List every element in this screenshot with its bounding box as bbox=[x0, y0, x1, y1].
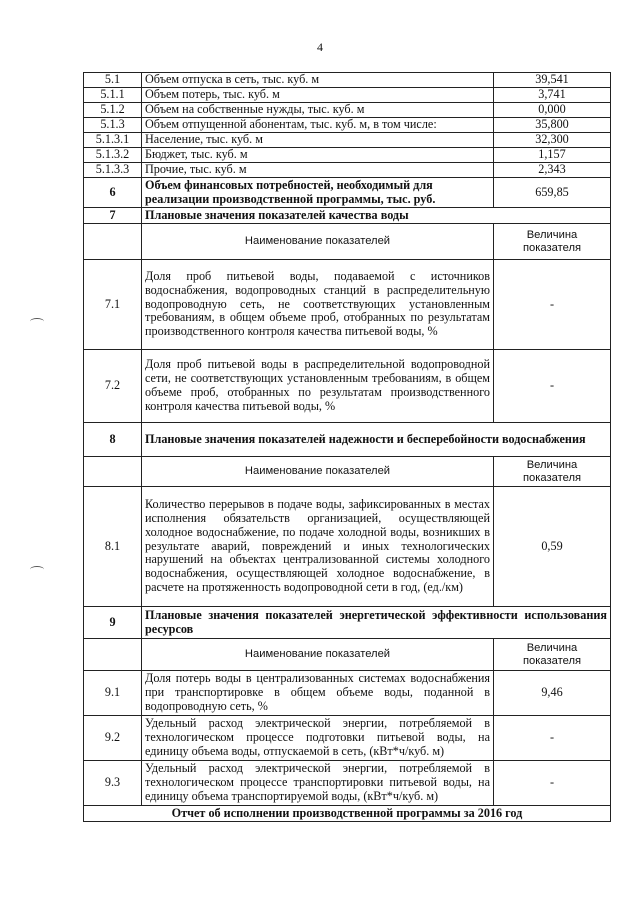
row-value: 0,000 bbox=[494, 103, 611, 118]
column-header-name: Наименование показателей bbox=[142, 224, 494, 260]
section-title: Плановые значения показателей надежности и бесперебойности водоснабжения bbox=[142, 423, 611, 457]
row-value: - bbox=[494, 761, 611, 806]
table-row bbox=[84, 178, 611, 208]
table-row bbox=[84, 163, 611, 178]
table-row bbox=[84, 118, 611, 133]
table-row bbox=[84, 761, 611, 806]
row-number: 9.3 bbox=[84, 761, 142, 806]
page-number: 4 bbox=[317, 40, 323, 54]
row-number: 5.1.3.2 bbox=[84, 148, 142, 163]
row-value: 1,157 bbox=[494, 148, 611, 163]
row-value: 2,343 bbox=[494, 163, 611, 178]
row-number: 5.1.2 bbox=[84, 103, 142, 118]
row-name: Объем потерь, тыс. куб. м bbox=[142, 88, 494, 103]
table-row bbox=[84, 73, 611, 88]
row-name: Прочие, тыс. куб. м bbox=[142, 163, 494, 178]
row-value: - bbox=[494, 716, 611, 761]
column-header-name: Наименование показателей bbox=[142, 457, 494, 487]
row-number: 6 bbox=[84, 178, 142, 208]
row-name: Доля проб питьевой воды, подаваемой с источников водоснабжения, водопроводных станций в распределительную водопроводную сеть, не соответствующих установленным требованиям, в общем объеме проб, отобранных по результатам производственного контроля качества питьевой воды, % bbox=[142, 260, 494, 350]
section-number: 8 bbox=[84, 423, 142, 457]
row-value: 9,46 bbox=[494, 671, 611, 716]
row-number: 8.1 bbox=[84, 487, 142, 607]
column-header-value: Величина показателя bbox=[494, 457, 611, 487]
row-name: Объем на собственные нужды, тыс. куб. м bbox=[142, 103, 494, 118]
section-header-row bbox=[84, 607, 611, 639]
row-name: Бюджет, тыс. куб. м bbox=[142, 148, 494, 163]
row-value: - bbox=[494, 350, 611, 423]
row-number: 5.1.3.1 bbox=[84, 133, 142, 148]
table-row bbox=[84, 103, 611, 118]
scan-mark bbox=[30, 318, 44, 325]
column-header-value: Величина показателя bbox=[494, 224, 611, 260]
table-row bbox=[84, 671, 611, 716]
report-title: Отчет об исполнении производственной программы за 2016 год bbox=[84, 806, 611, 822]
section-header-row bbox=[84, 423, 611, 457]
row-number: 5.1.3.3 bbox=[84, 163, 142, 178]
table-row bbox=[84, 487, 611, 607]
row-number: 5.1 bbox=[84, 73, 142, 88]
table-row bbox=[84, 88, 611, 103]
row-value: 659,85 bbox=[494, 178, 611, 208]
table-row bbox=[84, 133, 611, 148]
scan-mark bbox=[30, 566, 44, 573]
footer-row bbox=[84, 806, 611, 822]
row-name: Доля проб питьевой воды в распределительной водопроводной сети, не соответствующих установленным требованиям, в общем объеме проб, отобранных по результатам производственного контроля качества питьевой воды, % bbox=[142, 350, 494, 423]
table-row bbox=[84, 716, 611, 761]
column-header-row bbox=[84, 639, 611, 671]
section-title: Плановые значения показателей качества воды bbox=[142, 208, 611, 224]
row-name: Объем отпуска в сеть, тыс. куб. м bbox=[142, 73, 494, 88]
row-value: 3,741 bbox=[494, 88, 611, 103]
row-name: Объем финансовых потребностей, необходимый для реализации производственной программы, тыс. руб. bbox=[142, 178, 494, 208]
table-row bbox=[84, 260, 611, 350]
row-number: 9.1 bbox=[84, 671, 142, 716]
row-number: 9.2 bbox=[84, 716, 142, 761]
column-header-row bbox=[84, 457, 611, 487]
row-number: 7.2 bbox=[84, 350, 142, 423]
row-name: Удельный расход электрической энергии, потребляемой в технологическом процессе транспортировки питьевой воды, на единицу объема транспортируемой воды, (кВт*ч/куб. м) bbox=[142, 761, 494, 806]
column-header-name: Наименование показателей bbox=[142, 639, 494, 671]
section-number: 9 bbox=[84, 607, 142, 639]
column-header-value: Величина показателя bbox=[494, 639, 611, 671]
row-name: Количество перерывов в подаче воды, зафиксированных в местах исполнения обязательств организацией, осуществляющей холодное водоснабжение, по подаче холодной воды, возникших в результате аварий, повреждений и иных технологических нарушений на объектах централизованной системы холодного водоснабжения, осуществляющей холодное водоснабжение, в расчете на протяженность водопроводной сети в год, (ед./км) bbox=[142, 487, 494, 607]
program-table bbox=[83, 72, 611, 822]
section-number: 7 bbox=[84, 208, 142, 224]
row-value: 0,59 bbox=[494, 487, 611, 607]
row-number: 7.1 bbox=[84, 260, 142, 350]
row-value: 39,541 bbox=[494, 73, 611, 88]
row-value: 35,800 bbox=[494, 118, 611, 133]
section-title: Плановые значения показателей энергетической эффективности использования ресурсов bbox=[142, 607, 611, 639]
row-number: 5.1.1 bbox=[84, 88, 142, 103]
row-name: Население, тыс. куб. м bbox=[142, 133, 494, 148]
row-name: Удельный расход электрической энергии, потребляемой в технологическом процессе подготовки питьевой воды, на единицу объема воды, отпускаемой в сеть, (кВт*ч/куб. м) bbox=[142, 716, 494, 761]
row-number: 5.1.3 bbox=[84, 118, 142, 133]
table-row bbox=[84, 148, 611, 163]
column-header-row bbox=[84, 224, 611, 260]
table-row bbox=[84, 350, 611, 423]
row-name: Объем отпущенной абонентам, тыс. куб. м, в том числе: bbox=[142, 118, 494, 133]
row-name: Доля потерь воды в централизованных системах водоснабжения при транспортировке в общем объеме воды, поданной в водопроводную сеть, % bbox=[142, 671, 494, 716]
row-value: - bbox=[494, 260, 611, 350]
section-header-row bbox=[84, 208, 611, 224]
row-value: 32,300 bbox=[494, 133, 611, 148]
